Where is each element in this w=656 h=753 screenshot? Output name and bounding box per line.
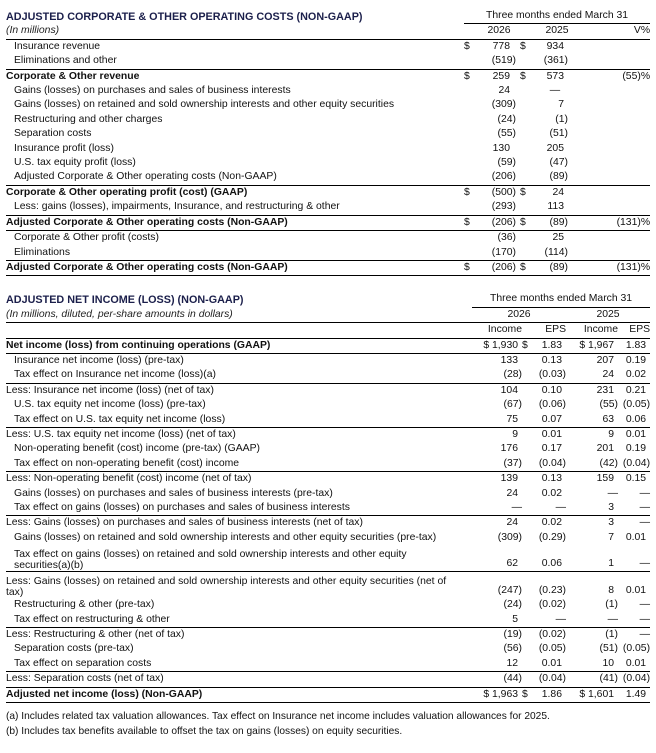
- currency-symbol-eps-2026: [522, 413, 534, 428]
- net-income-col-eps-2025: EPS: [629, 324, 651, 336]
- eps-2025: (0.05): [622, 399, 651, 411]
- net-income-table-row: [6, 642, 650, 656]
- currency-symbol-eps-2026: [522, 383, 534, 398]
- net-income-table-row: [6, 338, 650, 353]
- currency-symbol-eps-2026: [522, 368, 534, 383]
- eps-2025: (0.04): [618, 672, 650, 687]
- eps-2026: 0.17: [541, 443, 562, 455]
- income-2026: 62: [506, 557, 518, 569]
- currency-symbol-2026: $: [464, 260, 484, 275]
- currency-symbol-2025: [520, 113, 534, 127]
- eps-2026: (0.29): [538, 531, 566, 543]
- row-label: Less: Gains (losses) on purchases and sales of business interests (net of tax): [6, 516, 472, 531]
- row-label: Tax effect on restructuring & other: [14, 613, 170, 625]
- row-label: Gains (losses) on retained and sold ownership interests and other equity securities: [14, 99, 395, 111]
- income-2026: (24): [503, 599, 522, 611]
- corporate-section-title: ADJUSTED CORPORATE & OTHER OPERATING COSTS (NON-GAAP): [6, 10, 363, 23]
- value-2026: (206): [484, 260, 520, 275]
- value-2026: (206): [491, 171, 516, 183]
- income-2025: (55): [599, 399, 618, 411]
- row-label: Less: Restructuring & other (net of tax): [6, 628, 472, 643]
- currency-symbol-eps-2026: [522, 398, 534, 412]
- net-income-units-note: (In millions, diluted, per-share amounts in dollars): [6, 307, 472, 322]
- currency-symbol-2025: [520, 142, 534, 156]
- value-2026: (519): [491, 55, 516, 67]
- income-2025: 7: [608, 531, 614, 543]
- income-2025: 159: [566, 472, 618, 487]
- income-2025: 231: [566, 383, 618, 398]
- income-2026: 133: [472, 353, 522, 368]
- corporate-table-row: [6, 200, 650, 215]
- row-label: Tax effect on non-operating benefit (cost) income: [14, 457, 240, 469]
- eps-2026: (0.05): [538, 643, 566, 655]
- value-2026: 130: [492, 142, 510, 154]
- value-2026: (55): [497, 128, 516, 140]
- value-2026: 259: [484, 69, 520, 84]
- eps-2025: 0.01: [618, 427, 650, 442]
- value-2025: (89): [534, 215, 580, 230]
- currency-symbol-2025: [520, 127, 534, 141]
- row-label: Corporate & Other profit (costs): [6, 231, 464, 246]
- currency-symbol-2025: [520, 200, 534, 215]
- corporate-period-header: Three months ended March 31: [485, 10, 629, 21]
- eps-2026: 0.06: [541, 557, 562, 569]
- net-income-table-row: [6, 572, 650, 599]
- eps-2025: 1.83: [618, 338, 650, 353]
- income-2025: 201: [596, 443, 614, 455]
- currency-symbol-2025: $: [520, 69, 534, 84]
- row-label: Restructuring and other charges: [14, 113, 163, 125]
- currency-symbol-2025: [520, 98, 534, 112]
- footnote-a: (a) Includes related tax valuation allowances. Tax effect on Insurance net income includes valuation allowances for 2025.: [6, 711, 550, 723]
- currency-symbol-2025: [520, 231, 534, 246]
- income-2025: 3: [608, 502, 614, 513]
- currency-symbol-2025: $: [520, 215, 534, 230]
- eps-2026: (0.03): [538, 369, 566, 381]
- value-2025: (89): [549, 171, 568, 183]
- row-label: Less: Insurance net income (loss) (net of tax): [6, 383, 472, 398]
- eps-2025: —: [618, 628, 650, 643]
- net-income-table: [6, 292, 650, 703]
- currency-symbol-2026: [464, 54, 484, 69]
- net-income-table-row: [6, 413, 650, 428]
- corporate-col-variance: V%: [580, 24, 650, 39]
- income-2026: 9: [472, 427, 522, 442]
- income-2026: 24: [472, 516, 522, 531]
- eps-2026: 0.07: [541, 413, 562, 425]
- net-income-table-row: [6, 545, 650, 572]
- corporate-col-2026: 2026: [464, 24, 534, 39]
- income-2025: 10: [602, 657, 614, 669]
- income-2026: (44): [472, 672, 522, 687]
- value-2025: 7: [558, 99, 564, 111]
- corporate-table-row: [6, 39, 650, 54]
- currency-symbol-eps-2026: [522, 598, 534, 612]
- net-income-table-row: [6, 687, 650, 702]
- variance-percent: [580, 200, 650, 215]
- corporate-table-row: [6, 54, 650, 69]
- net-income-table-row: [6, 672, 650, 687]
- eps-2026: (0.02): [538, 599, 566, 611]
- corporate-table-row: [6, 98, 650, 112]
- eps-2025: 0.01: [625, 531, 647, 543]
- eps-2026: 0.01: [534, 427, 566, 442]
- footnotes: [6, 709, 650, 739]
- value-2026: (206): [484, 215, 520, 230]
- eps-2025: —: [639, 557, 651, 569]
- net-income-table-row: [6, 613, 650, 628]
- row-label: Adjusted net income (loss) (Non-GAAP): [6, 687, 472, 702]
- row-label: Eliminations and other: [14, 55, 117, 67]
- currency-symbol-eps-2026: [522, 427, 534, 442]
- row-label: Adjusted Corporate & Other operating costs (Non-GAAP): [14, 171, 277, 183]
- currency-symbol-2025: $: [520, 39, 534, 54]
- eps-2025: —: [639, 599, 651, 611]
- corporate-table-row: [6, 185, 650, 200]
- variance-percent: [580, 156, 650, 170]
- net-income-col-2025: 2025: [566, 307, 650, 322]
- currency-symbol-eps-2026: [522, 657, 534, 672]
- income-2026: 75: [506, 413, 518, 425]
- row-label: Net income (loss) from continuing operations (GAAP): [6, 338, 472, 353]
- currency-symbol-eps-2026: [522, 642, 534, 656]
- eps-2025: —: [639, 487, 651, 499]
- eps-2025: (0.05): [622, 643, 651, 655]
- net-income-table-row: [6, 472, 650, 487]
- eps-2026: 0.13: [534, 472, 566, 487]
- variance-percent: [580, 98, 650, 112]
- value-2026: (24): [497, 113, 516, 125]
- net-income-table-row: [6, 516, 650, 531]
- eps-2026: 0.10: [534, 383, 566, 398]
- currency-symbol-eps-2026: [522, 516, 534, 531]
- eps-2026: 0.02: [541, 487, 562, 499]
- eps-2025: —: [618, 516, 650, 531]
- currency-symbol-2026: [464, 84, 484, 98]
- document: [0, 9, 656, 739]
- eps-2025: 0.01: [618, 572, 650, 599]
- income-2026: (309): [497, 531, 522, 543]
- eps-2025: 0.06: [625, 413, 647, 425]
- variance-percent: (131)%: [580, 215, 650, 230]
- currency-symbol-eps-2026: [522, 442, 534, 456]
- income-2025: —: [607, 613, 618, 625]
- row-label: Less: Separation costs (net of tax): [6, 672, 472, 687]
- corporate-table-row: [6, 231, 650, 246]
- variance-percent: [580, 54, 650, 69]
- value-2025: (361): [543, 55, 568, 67]
- value-2025: (89): [534, 260, 580, 275]
- income-2025: (42): [599, 457, 618, 469]
- eps-2026: 1.83: [534, 338, 566, 353]
- value-2026: (293): [491, 201, 516, 213]
- variance-percent: (131)%: [580, 260, 650, 275]
- row-label: Tax effect on gains (losses) on purchases and sales of business interests: [14, 502, 350, 513]
- currency-symbol-2026: [464, 127, 484, 141]
- currency-symbol-eps-2026: [522, 531, 534, 545]
- income-2025: 9: [566, 427, 618, 442]
- corporate-col-2025: 2025: [534, 24, 580, 39]
- income-2026: —: [511, 502, 522, 513]
- income-2026: 5: [512, 613, 518, 625]
- row-label: Separation costs (pre-tax): [14, 643, 134, 655]
- row-label: Less: Non-operating benefit (cost) income (net of tax): [6, 472, 472, 487]
- variance-percent: [580, 39, 650, 54]
- value-2025: (47): [549, 157, 568, 169]
- value-2025: 934: [534, 39, 580, 54]
- corporate-table-row: [6, 127, 650, 141]
- currency-symbol-eps-2026: [522, 545, 534, 572]
- currency-symbol-eps-2026: [522, 613, 534, 628]
- net-income-table-row: [6, 442, 650, 456]
- row-label: Gains (losses) on purchases and sales of business interests (pre-tax): [14, 487, 333, 499]
- row-label: Less: Gains (losses) on retained and sold ownership interests and other equity securities (net of tax): [6, 572, 472, 599]
- value-2025: 113: [547, 201, 564, 213]
- net-income-table-row: [6, 598, 650, 612]
- row-label: Gains (losses) on retained and sold ownership interests and other equity securities (pre-tax): [14, 531, 437, 543]
- row-label: Tax effect on separation costs: [14, 657, 152, 669]
- row-label: U.S. tax equity net income (loss) (pre-tax): [14, 399, 206, 411]
- income-2025: —: [607, 487, 618, 499]
- eps-2025: 0.02: [625, 369, 647, 381]
- net-income-table-row: [6, 457, 650, 472]
- value-2025: (51): [549, 128, 568, 140]
- corporate-table-row: [6, 69, 650, 84]
- row-label: U.S. tax equity profit (loss): [14, 157, 136, 169]
- income-2026: 176: [500, 443, 518, 455]
- income-2026: 24: [506, 487, 518, 499]
- currency-symbol-eps-2026: [522, 501, 534, 516]
- net-income-table-row: [6, 657, 650, 672]
- currency-symbol-2025: $: [520, 185, 534, 200]
- variance-percent: [580, 142, 650, 156]
- income-2026: 12: [506, 657, 518, 669]
- currency-symbol-2025: $: [520, 260, 534, 275]
- corporate-table-row: [6, 260, 650, 275]
- net-income-table-row: [6, 501, 650, 516]
- corporate-units-note: (In millions): [6, 25, 60, 37]
- currency-symbol-2025: [520, 54, 534, 69]
- row-label: Insurance net income (loss) (pre-tax): [6, 353, 472, 368]
- currency-symbol-eps-2026: [522, 572, 534, 599]
- value-2025: 24: [534, 185, 580, 200]
- currency-symbol-eps-2026: [522, 628, 534, 643]
- income-2025: $ 1,967: [566, 338, 618, 353]
- eps-2025: —: [639, 502, 651, 513]
- eps-2026: (0.02): [534, 628, 566, 643]
- income-2026: (37): [503, 457, 522, 469]
- value-2025: (114): [544, 246, 568, 258]
- eps-2026: —: [555, 613, 566, 625]
- footnote-b: (b) Includes tax benefits available to offset the tax on gains (losses) on equity securities.: [6, 726, 403, 738]
- row-label: Tax effect on Insurance net income (loss)(a): [14, 369, 216, 381]
- currency-symbol-2026: $: [464, 39, 484, 54]
- corporate-table-row: [6, 84, 650, 98]
- variance-percent: [580, 113, 650, 127]
- income-2026: (67): [503, 399, 522, 411]
- value-2025: —: [549, 85, 561, 97]
- corporate-table-row: [6, 215, 650, 230]
- income-2025: 1: [608, 557, 614, 569]
- income-2025: 207: [566, 353, 618, 368]
- income-2025: 8: [566, 572, 618, 599]
- income-2025: (51): [599, 643, 618, 655]
- value-2025: (1): [555, 113, 568, 125]
- row-label: Insurance profit (loss): [14, 142, 114, 154]
- row-label: Eliminations: [14, 246, 71, 258]
- eps-2025: (0.04): [622, 457, 651, 469]
- row-label: Insurance revenue: [6, 39, 464, 54]
- net-income-col-2026: 2026: [472, 307, 566, 322]
- corporate-table-row: [6, 113, 650, 127]
- value-2026: (500): [484, 185, 520, 200]
- value-2026: (170): [491, 246, 516, 258]
- eps-2026: 1.86: [534, 687, 566, 702]
- eps-2026: 0.02: [534, 516, 566, 531]
- eps-2025: 0.01: [625, 657, 647, 669]
- income-2026: (19): [472, 628, 522, 643]
- eps-2025: 0.19: [618, 353, 650, 368]
- corporate-table-row: [6, 170, 650, 185]
- variance-percent: [580, 185, 650, 200]
- income-2026: (28): [503, 369, 522, 381]
- corporate-table-row: [6, 246, 650, 261]
- value-2025: 573: [534, 69, 580, 84]
- currency-symbol-2025: [520, 170, 534, 185]
- net-income-table-row: [6, 368, 650, 383]
- net-income-col-income-2025: Income: [583, 324, 618, 336]
- eps-2026: (0.23): [534, 572, 566, 599]
- currency-symbol-2026: [464, 170, 484, 185]
- currency-symbol-2025: [520, 84, 534, 98]
- eps-2025: 0.19: [625, 443, 647, 455]
- income-2026: (56): [503, 643, 522, 655]
- currency-symbol-eps-2026: [522, 672, 534, 687]
- currency-symbol-2026: [464, 231, 484, 246]
- currency-symbol-2026: [464, 98, 484, 112]
- net-income-col-eps-2026: EPS: [545, 324, 566, 336]
- currency-symbol-2025: [520, 246, 534, 261]
- eps-2026: —: [555, 502, 566, 513]
- row-label: Gains (losses) on purchases and sales of business interests: [14, 85, 291, 97]
- value-2026: (36): [484, 231, 520, 246]
- income-2026: 104: [472, 383, 522, 398]
- income-2025: (1): [605, 599, 618, 611]
- net-income-table-row: [6, 531, 650, 545]
- variance-percent: [580, 246, 650, 261]
- net-income-table-row: [6, 353, 650, 368]
- value-2026: 778: [484, 39, 520, 54]
- value-2025: 205: [546, 142, 564, 154]
- row-label: Less: U.S. tax equity net income (loss) (net of tax): [6, 427, 472, 442]
- currency-symbol-eps-2026: $: [522, 338, 534, 353]
- income-2026: 139: [472, 472, 522, 487]
- net-income-table-row: [6, 628, 650, 643]
- value-2025: 25: [534, 231, 580, 246]
- income-2026: $ 1,930: [472, 338, 522, 353]
- eps-2026: (0.04): [534, 672, 566, 687]
- variance-percent: (55)%: [580, 69, 650, 84]
- net-income-section-title: ADJUSTED NET INCOME (LOSS) (NON-GAAP): [6, 293, 244, 306]
- currency-symbol-2026: [464, 142, 484, 156]
- row-label: Corporate & Other operating profit (cost) (GAAP): [6, 185, 464, 200]
- row-label: Corporate & Other revenue: [6, 69, 464, 84]
- eps-2025: 1.49: [618, 687, 650, 702]
- income-2026: (247): [472, 572, 522, 599]
- corporate-table-row: [6, 156, 650, 170]
- currency-symbol-2026: $: [464, 215, 484, 230]
- corporate-costs-table: [6, 9, 650, 276]
- currency-symbol-2026: [464, 200, 484, 215]
- net-income-col-income-2026: Income: [487, 324, 522, 336]
- value-2026: (59): [497, 157, 516, 169]
- income-2025: 3: [566, 516, 618, 531]
- row-label: Non-operating benefit (cost) income (pre-tax) (GAAP): [14, 443, 261, 455]
- income-2025: 63: [602, 413, 614, 425]
- income-2025: (41): [566, 672, 618, 687]
- row-label: Adjusted Corporate & Other operating costs (Non-GAAP): [6, 215, 464, 230]
- net-income-table-row: [6, 427, 650, 442]
- variance-percent: [580, 127, 650, 141]
- net-income-table-row: [6, 487, 650, 501]
- row-label: Tax effect on U.S. tax equity net income (loss): [14, 413, 226, 425]
- currency-symbol-eps-2026: [522, 472, 534, 487]
- variance-percent: [580, 170, 650, 185]
- eps-2025: —: [639, 613, 651, 625]
- row-label: Separation costs: [14, 128, 92, 140]
- currency-symbol-2026: [464, 113, 484, 127]
- row-label: Adjusted Corporate & Other operating costs (Non-GAAP): [6, 260, 464, 275]
- currency-symbol-2026: [464, 246, 484, 261]
- eps-2026: (0.06): [538, 399, 566, 411]
- income-2025: $ 1,601: [566, 687, 618, 702]
- currency-symbol-2026: $: [464, 69, 484, 84]
- eps-2026: 0.13: [534, 353, 566, 368]
- row-label: Restructuring & other (pre-tax): [14, 599, 155, 611]
- row-label: Less: gains (losses), impairments, Insurance, and restructuring & other: [14, 201, 340, 213]
- income-2026: $ 1,963: [472, 687, 522, 702]
- variance-percent: [580, 84, 650, 98]
- eps-2026: 0.01: [541, 657, 562, 669]
- currency-symbol-2025: [520, 156, 534, 170]
- row-label: Tax effect on gains (losses) on retained and sold ownership interests and other equity securities(a)(b): [14, 549, 407, 572]
- net-income-period-header: Three months ended March 31: [489, 293, 633, 305]
- currency-symbol-eps-2026: [522, 353, 534, 368]
- currency-symbol-eps-2026: $: [522, 687, 534, 702]
- eps-2025: 0.15: [618, 472, 650, 487]
- value-2026: 24: [498, 85, 510, 97]
- net-income-table-row: [6, 398, 650, 412]
- variance-percent: [580, 231, 650, 246]
- currency-symbol-2026: [464, 156, 484, 170]
- corporate-table-row: [6, 142, 650, 156]
- income-2025: (1): [566, 628, 618, 643]
- income-2025: 24: [602, 369, 614, 381]
- currency-symbol-eps-2026: [522, 457, 534, 472]
- currency-symbol-eps-2026: [522, 487, 534, 501]
- value-2026: (309): [491, 99, 516, 111]
- currency-symbol-2026: $: [464, 185, 484, 200]
- net-income-table-row: [6, 383, 650, 398]
- eps-2026: (0.04): [538, 457, 566, 469]
- eps-2025: 0.21: [618, 383, 650, 398]
